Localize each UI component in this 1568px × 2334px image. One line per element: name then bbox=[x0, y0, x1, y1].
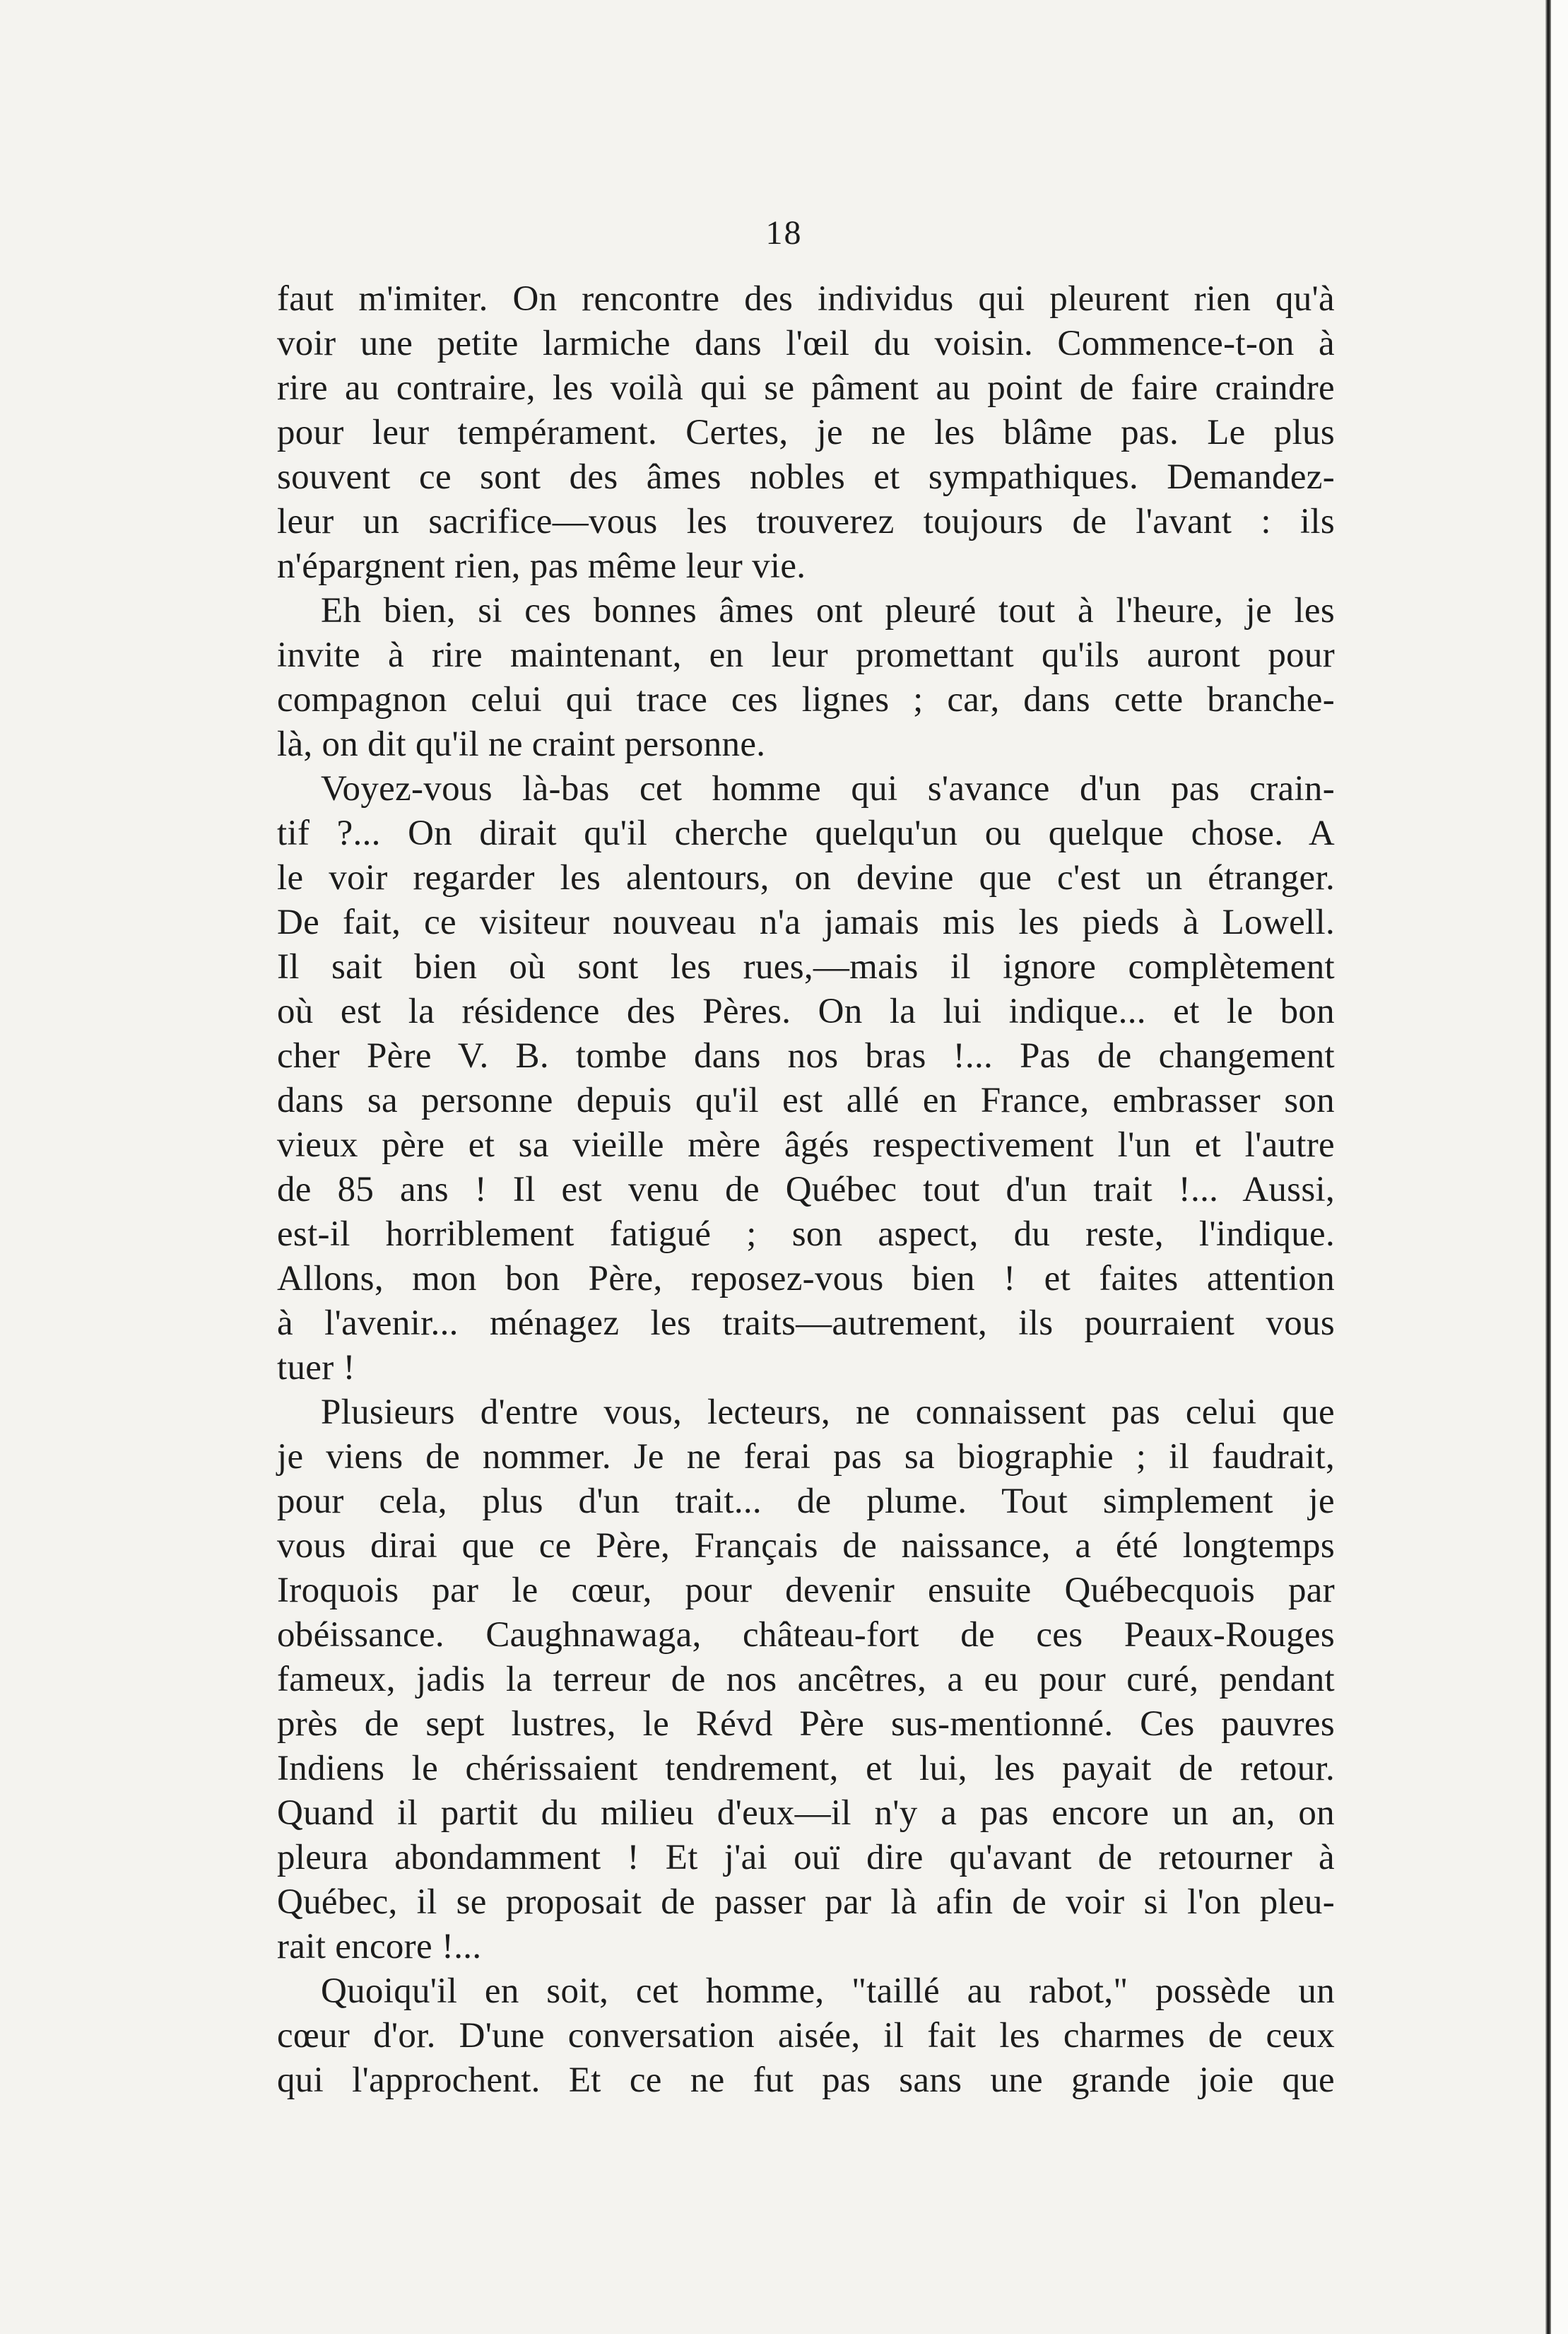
text-line: fameux, jadis la terreur de nos ancêtres, a eu pour curé, pendant bbox=[277, 1660, 1335, 1699]
text-line: vous dirai que ce Père, Français de naissance, a été longtemps bbox=[277, 1526, 1335, 1566]
text-line: Plusieurs d'entre vous, lecteurs, ne connaissent pas celui que bbox=[321, 1392, 1335, 1432]
text-line: cher Père V. B. tombe dans nos bras !... Pas de changement bbox=[277, 1036, 1335, 1076]
text-line: n'épargnent rien, pas même leur vie. bbox=[277, 546, 806, 586]
text-line: obéissance. Caughnawaga, château-fort de ces Peaux-Rouges bbox=[277, 1615, 1335, 1655]
text-line: vieux père et sa vieille mère âgés respectivement l'un et l'autre bbox=[277, 1125, 1335, 1165]
text-line: invite à rire maintenant, en leur promettant qu'ils auront pour bbox=[277, 635, 1335, 675]
text-line: Allons, mon bon Père, reposez-vous bien ! et faites attention bbox=[277, 1259, 1335, 1298]
text-line: de 85 ans ! Il est venu de Québec tout d'un trait !... Aussi, bbox=[277, 1170, 1335, 1209]
text-line: Il sait bien où sont les rues,—mais il ignore complètement bbox=[277, 947, 1335, 987]
text-line: où est la résidence des Pères. On la lui indique... et le bon bbox=[277, 992, 1335, 1031]
text-line: près de sept lustres, le Révd Père sus-mentionné. Ces pauvres bbox=[277, 1704, 1335, 1744]
text-line: qui l'approchent. Et ce ne fut pas sans une grande joie que bbox=[277, 2060, 1335, 2100]
text-line: rait encore !... bbox=[277, 1927, 482, 1966]
page-number: 18 bbox=[765, 214, 803, 252]
text-line: tuer ! bbox=[277, 1348, 355, 1388]
text-line: pour cela, plus d'un trait... de plume. Tout simplement je bbox=[277, 1482, 1335, 1521]
text-line: Iroquois par le cœur, pour devenir ensuite Québecquois par bbox=[277, 1571, 1335, 1610]
text-line: Quand il partit du milieu d'eux—il n'y a pas encore un an, on bbox=[277, 1793, 1335, 1833]
text-line: pour leur tempérament. Certes, je ne les blâme pas. Le plus bbox=[277, 413, 1335, 452]
text-line: à l'avenir... ménagez les traits—autrement, ils pourraient vous bbox=[277, 1303, 1335, 1343]
book-gutter-edge bbox=[1545, 0, 1551, 2334]
text-line: Voyez-vous là-bas cet homme qui s'avance d'un pas crain- bbox=[321, 769, 1335, 809]
text-line: Eh bien, si ces bonnes âmes ont pleuré tout à l'heure, je les bbox=[321, 591, 1335, 631]
text-line: voir une petite larmiche dans l'œil du voisin. Commence-t-on à bbox=[277, 324, 1335, 363]
text-line: Quoiqu'il en soit, cet homme, "taillé au rabot," possède un bbox=[321, 1971, 1335, 2011]
page-margin bbox=[1551, 0, 1568, 2334]
text-line: je viens de nommer. Je ne ferai pas sa biographie ; il faudrait, bbox=[277, 1437, 1335, 1477]
text-line: compagnon celui qui trace ces lignes ; car, dans cette branche- bbox=[277, 680, 1335, 720]
text-line: là, on dit qu'il ne craint personne. bbox=[277, 725, 766, 764]
text-line: Québec, il se proposait de passer par là afin de voir si l'on pleu- bbox=[277, 1882, 1335, 1922]
text-line: Indiens le chérissaient tendrement, et lui, les payait de retour. bbox=[277, 1749, 1335, 1788]
text-line: pleura abondamment ! Et j'ai ouï dire qu'avant de retourner à bbox=[277, 1838, 1335, 1877]
text-line: dans sa personne depuis qu'il est allé en France, embrasser son bbox=[277, 1081, 1335, 1120]
text-line: le voir regarder les alentours, on devine que c'est un étranger. bbox=[277, 858, 1335, 898]
text-line: faut m'imiter. On rencontre des individus qui pleurent rien qu'à bbox=[277, 279, 1335, 319]
text-line: leur un sacrifice—vous les trouverez toujours de l'avant : ils bbox=[277, 502, 1335, 541]
text-line: cœur d'or. D'une conversation aisée, il fait les charmes de ceux bbox=[277, 2016, 1335, 2056]
text-line: rire au contraire, les voilà qui se pâment au point de faire craindre bbox=[277, 368, 1335, 408]
text-line: tif ?... On dirait qu'il cherche quelqu'un ou quelque chose. A bbox=[277, 814, 1335, 853]
body-text bbox=[277, 277, 1335, 2103]
text-line: est-il horriblement fatigué ; son aspect, du reste, l'indique. bbox=[277, 1214, 1335, 1254]
text-line: De fait, ce visiteur nouveau n'a jamais mis les pieds à Lowell. bbox=[277, 903, 1335, 942]
text-line: souvent ce sont des âmes nobles et sympathiques. Demandez- bbox=[277, 457, 1335, 497]
